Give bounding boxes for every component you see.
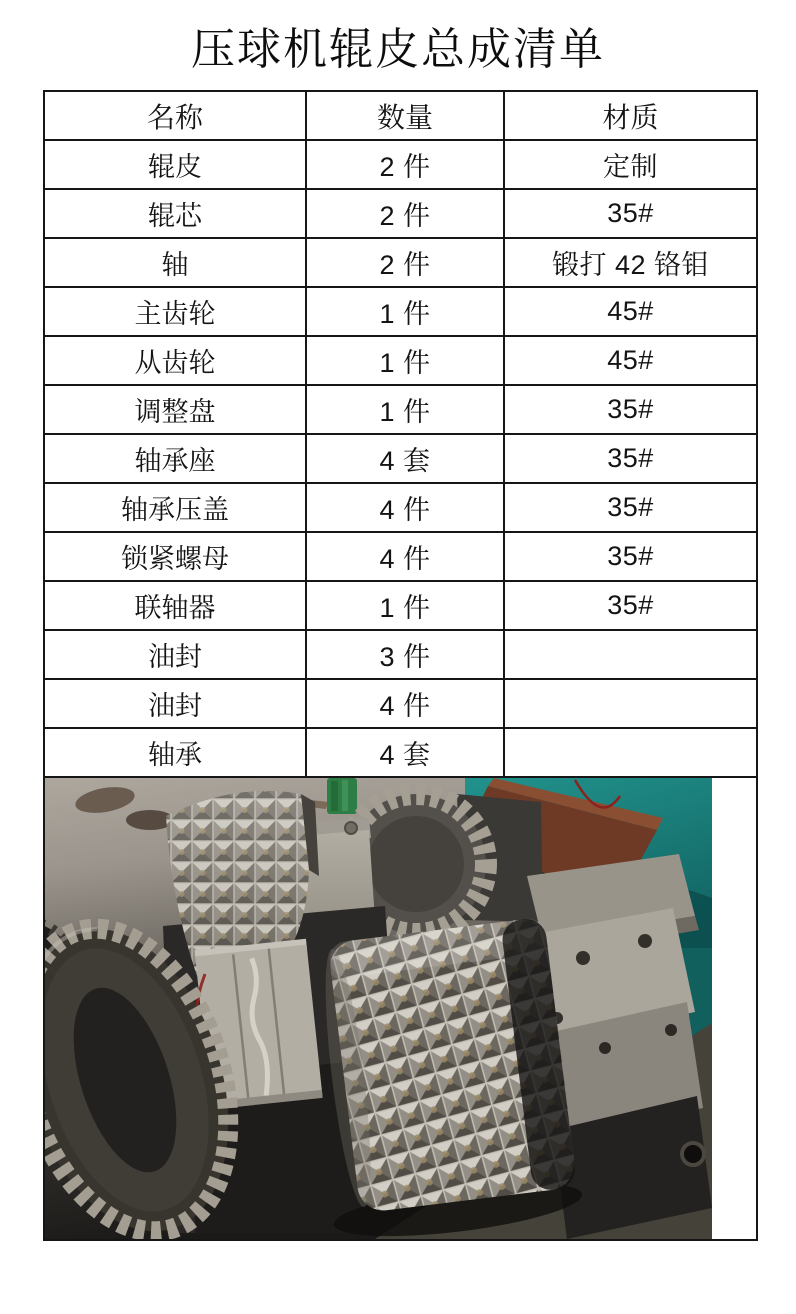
table-row <box>44 483 757 532</box>
part-material: 35# <box>504 581 757 630</box>
page-title: 压球机辊皮总成清单 <box>191 25 605 74</box>
part-name: 锁紧螺母 <box>44 532 306 581</box>
table-row <box>44 336 757 385</box>
part-material: 35# <box>504 189 757 238</box>
part-material <box>504 630 757 679</box>
part-material: 45# <box>504 336 757 385</box>
part-name: 轴承 <box>44 728 306 777</box>
part-quantity: 2 件 <box>306 189 504 238</box>
part-quantity: 4 套 <box>306 434 504 483</box>
table-row <box>44 434 757 483</box>
part-name: 油封 <box>44 630 306 679</box>
table-row <box>44 532 757 581</box>
table-row <box>44 287 757 336</box>
part-name: 轴 <box>44 238 306 287</box>
part-name: 从齿轮 <box>44 336 306 385</box>
part-name: 辊皮 <box>44 140 306 189</box>
table-row <box>44 385 757 434</box>
part-quantity: 4 件 <box>306 532 504 581</box>
part-quantity: 4 件 <box>306 679 504 728</box>
part-name: 调整盘 <box>44 385 306 434</box>
parts-sheet <box>43 90 758 1241</box>
parts-table <box>43 90 758 1241</box>
table-row <box>44 679 757 728</box>
photo-floor-knob <box>682 1143 704 1165</box>
part-material <box>504 679 757 728</box>
part-quantity: 2 件 <box>306 238 504 287</box>
header-row <box>44 91 757 140</box>
part-quantity: 1 件 <box>306 287 504 336</box>
part-material: 45# <box>504 287 757 336</box>
table-row <box>44 140 757 189</box>
part-name: 轴承座 <box>44 434 306 483</box>
table-row <box>44 581 757 630</box>
column-header-quantity: 数量 <box>306 91 504 140</box>
column-header-name: 名称 <box>44 91 306 140</box>
part-material: 35# <box>504 483 757 532</box>
part-quantity: 2 件 <box>306 140 504 189</box>
photo-cell <box>44 777 757 1240</box>
column-header-material: 材质 <box>504 91 757 140</box>
part-name: 联轴器 <box>44 581 306 630</box>
part-name: 辊芯 <box>44 189 306 238</box>
part-name: 油封 <box>44 679 306 728</box>
part-material: 35# <box>504 434 757 483</box>
part-quantity: 3 件 <box>306 630 504 679</box>
table-row <box>44 630 757 679</box>
part-material: 锻打 42 铬钼 <box>504 238 757 287</box>
part-quantity: 1 件 <box>306 385 504 434</box>
part-material <box>504 728 757 777</box>
table-row <box>44 728 757 777</box>
part-quantity: 4 件 <box>306 483 504 532</box>
part-material: 35# <box>504 385 757 434</box>
photo-bucket <box>327 778 357 814</box>
table-row <box>44 189 757 238</box>
part-quantity: 1 件 <box>306 581 504 630</box>
parts-photo <box>45 778 712 1239</box>
part-quantity: 4 套 <box>306 728 504 777</box>
part-material: 35# <box>504 532 757 581</box>
table-row <box>44 238 757 287</box>
part-material: 定制 <box>504 140 757 189</box>
part-name: 主齿轮 <box>44 287 306 336</box>
part-quantity: 1 件 <box>306 336 504 385</box>
photo-row <box>44 777 757 1240</box>
part-name: 轴承压盖 <box>44 483 306 532</box>
